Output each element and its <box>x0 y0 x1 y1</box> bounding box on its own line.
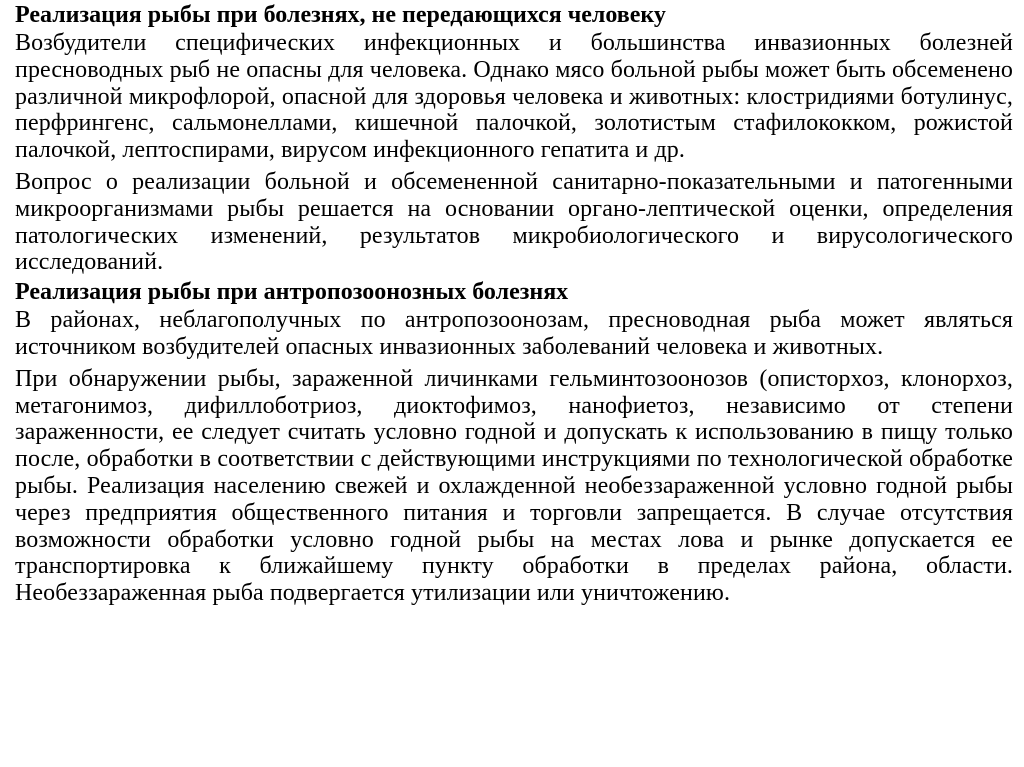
section-heading-non-transmissible: Реализация рыбы при болезнях, не передающихся человеку <box>15 2 666 28</box>
paragraph-pathogens: Возбудители специфических инфекционных и большинства инвазионных болезней пресноводных рыб не опасны для человека. Однако мясо больной рыбы может быть обсеменено различной микрофлорой, опасной для здоровья человека и животных: клостридиями ботулинус, перфрингенс, сальмонеллами, кишечной палочкой, золотистым стафилококком, рожистой палочкой, лептоспирами, вирусом инфекционного гепатита и др. <box>15 30 1013 164</box>
paragraph-sale-decision: Вопрос о реализации больной и обсемененной санитарно-показательными и патогенными микроорганизмами рыбы решается на основании органо-лептической оценки, определения патологических изменений, результатов микробиологического и вирусологического исследований. <box>15 168 1013 276</box>
section-heading-anthropozoonoses: Реализация рыбы при антропозоонозных болезнях <box>15 279 569 306</box>
document-page <box>15 2 1013 612</box>
paragraph-helminth-processing: При обнаружении рыбы, зараженной личинками гельминтозоонозов (описторхоз, клонорхоз, метагонимоз, дифиллоботриоз, диоктофимоз, нанофиетоз, независимо от степени зараженности, ее следует считать условно годной и допускать к использованию в пищу только после, обработки в соответствии с действующими инструкциями по технологической обработке рыбы. Реализация населению свежей и охлажденной необеззараженной условно годной рыбы через предприятия общественного питания и торговли запрещается. В случае отсутствия возможности обработки условно годной рыбы на местах лова и рынке допускается ее транспортировка к ближайшему пункту обработки в пределах района, области. Необеззараженная рыба подвергается утилизации или уничтожению. <box>15 365 1013 607</box>
paragraph-regions: В районах, неблагополучных по антропозоонозам, пресноводная рыба может являться источником возбудителей опасных инвазионных заболеваний человека и животных. <box>15 307 1013 360</box>
